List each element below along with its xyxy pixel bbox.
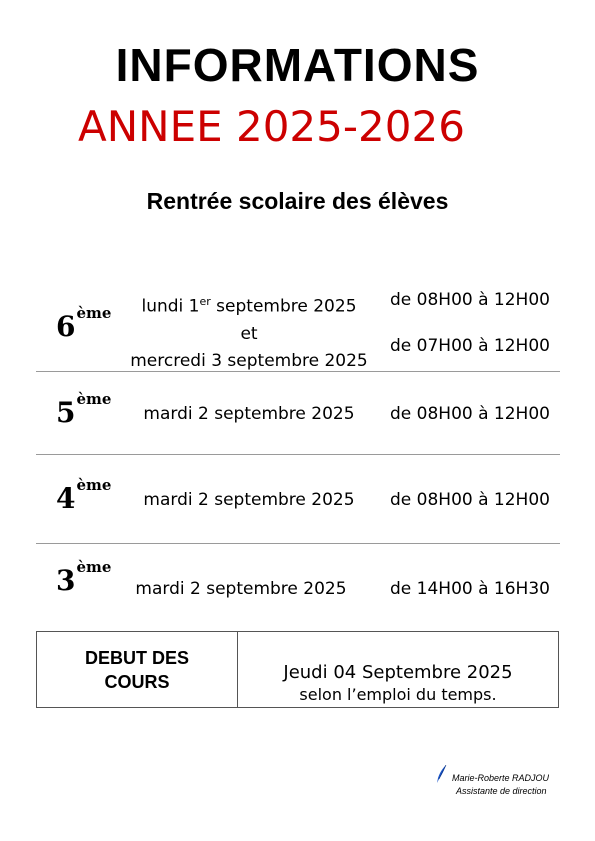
grade-label: 5ème <box>56 390 112 429</box>
page-title: INFORMATIONS <box>115 39 480 91</box>
date-text: mardi 2 septembre 2025 <box>135 579 347 599</box>
course-start-date: Jeudi 04 Septembre 2025 <box>283 662 513 683</box>
signature-role: Assistante de direction <box>456 786 547 796</box>
school-year: ANNEE 2025-2026 <box>78 102 465 151</box>
time-text: de 08H00 à 12H00 <box>390 490 550 510</box>
course-start-note: selon l’emploi du temps. <box>299 685 497 704</box>
grade-label: 3ème <box>56 558 112 597</box>
course-start-info <box>238 632 558 707</box>
grade-label: 4ème <box>56 476 112 515</box>
date-text: lundi 1er septembre 2025 et mercredi 3 septembre 2025 <box>130 295 368 371</box>
grade-label: 6ème <box>56 304 112 343</box>
signature-name: Marie-Roberte RADJOU <box>452 773 550 783</box>
time-text: de 08H00 à 12H00 <box>390 404 550 424</box>
course-start-label: DEBUT DES COURS <box>37 632 238 707</box>
section-heading: Rentrée scolaire des élèves <box>146 188 449 214</box>
course-start-box <box>36 631 559 708</box>
time-text: de 07H00 à 12H00 <box>390 336 550 356</box>
schedule-row-4eme <box>36 455 560 544</box>
quill-pen-icon <box>437 765 447 783</box>
schedule-row-5eme <box>36 372 560 455</box>
time-text: de 08H00 à 12H00 <box>390 290 550 310</box>
schedule-row-3eme <box>36 544 560 624</box>
date-text: mardi 2 septembre 2025 <box>143 404 355 424</box>
schedule-row-6eme <box>36 280 560 372</box>
time-text: de 14H00 à 16H30 <box>390 579 550 599</box>
date-text: mardi 2 septembre 2025 <box>143 490 355 510</box>
